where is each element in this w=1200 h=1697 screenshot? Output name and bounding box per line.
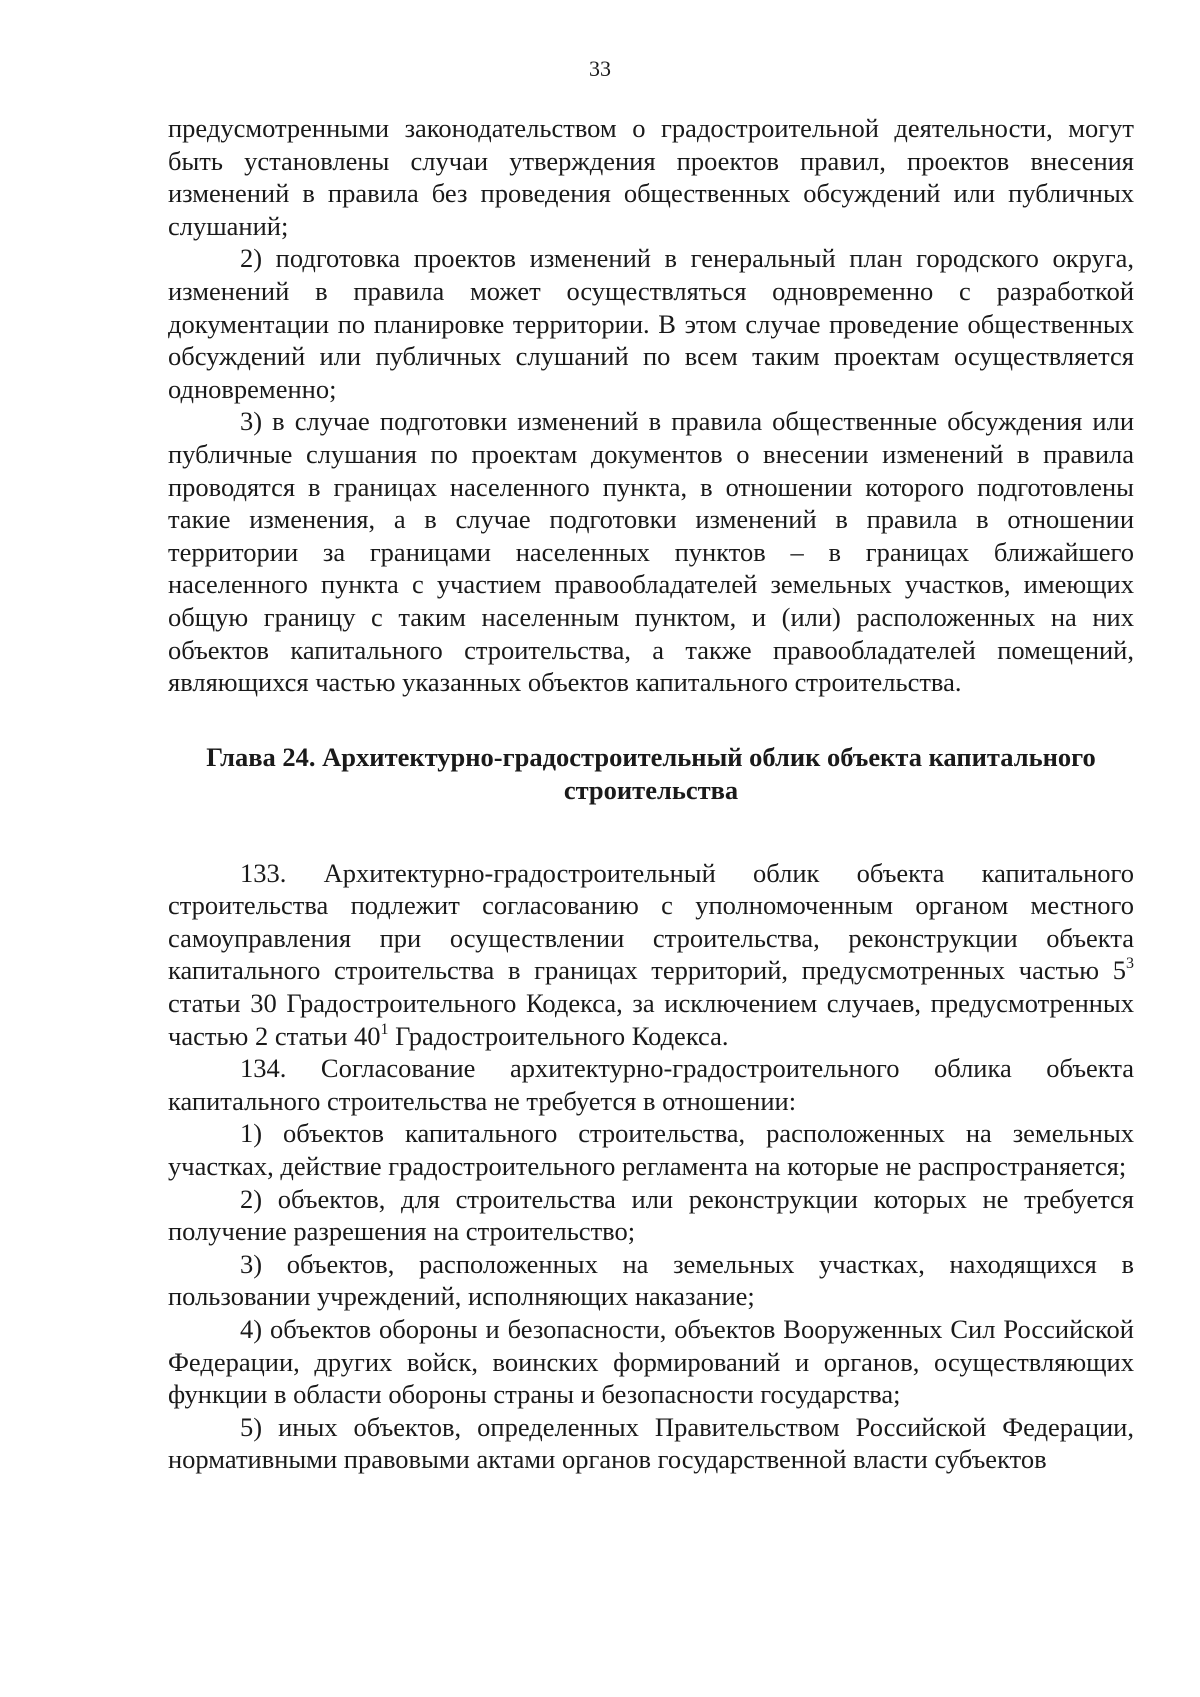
paragraph-134-item-5: 5) иных объектов, определенных Правительством Российской Федерации, нормативными правовыми актами органов государственной власти субъектов — [168, 1411, 1134, 1475]
superscript-1: 3 — [1126, 955, 1134, 973]
chapter-title: Глава 24. Архитектурно-градостроительный облик объекта капитального строительства — [206, 741, 1096, 805]
page-number: 33 — [589, 56, 611, 81]
paragraph-134-item-1: 1) объектов капитального строительства, расположенных на земельных участках, действие градостроительного регламента на которые не распространяется; — [168, 1118, 1134, 1182]
paragraph-133-text-1: 133. Архитектурно-градостроительный облик объекта капитального строительства подлежит согласованию с уполномоченным органом местного самоуправления при осуществлении строительства, реконструкции объекта капитального строительства в границах территорий, предусмотренных частью 5 — [168, 857, 1134, 986]
paragraph-continuation: предусмотренными законодательством о градостроительной деятельности, могут быть установлены случаи утверждения проектов правил, проектов внесения изменений в правила без проведения общественных обсуждений или публичных слушаний; — [168, 113, 1134, 241]
paragraph-134-item-3: 3) объектов, расположенных на земельных участках, находящихся в пользовании учреждений, исполняющих наказание; — [168, 1248, 1134, 1312]
paragraph-134-item-2: 2) объектов, для строительства или реконструкции которых не требуется получение разрешения на строительство; — [168, 1183, 1134, 1247]
paragraph-item-3: 3) в случае подготовки изменений в правила общественные обсуждения или публичные слушания по проектам документов о внесении изменений в правила проводятся в границах населенного пункта, в отношении которого подготовлены такие изменения, а в случае подготовки изменений в правила в отношении территории за границами населенных пунктов – в границах ближайшего населенного пункта с участием правообладателей земельных участков, имеющих общую границу с таким населенным пунктом, и (или) расположенных на них объектов капитального строительства, а также правообладателей помещений, являющихся частью указанных объектов капитального строительства. — [168, 406, 1134, 698]
paragraph-133-text-2: статьи 30 Градостроительного Кодекса, за исключением случаев, предусмотренных частью 2 статьи 40 — [168, 988, 1134, 1051]
paragraph-134-item-4: 4) объектов обороны и безопасности, объектов Вооруженных Сил Российской Федерации, других войск, воинских формирований и органов, осуществляющих функции в области обороны страны и безопасности государства; — [168, 1314, 1134, 1410]
superscript-2: 1 — [380, 1020, 389, 1038]
paragraph-133 — [168, 857, 1134, 1053]
document-body — [168, 112, 1134, 1476]
paragraph-item-2: 2) подготовка проектов изменений в генеральный план городского округа, изменений в правила может осуществляться одновременно с разработкой документации по планировке территории. В этом случае проведение общественных обсуждений или публичных слушаний по всем таким проектам осуществляется одновременно; — [168, 243, 1134, 404]
paragraph-134: 134. Согласование архитектурно-градостроительного облика объекта капитального строительства не требуется в отношении: — [168, 1053, 1134, 1116]
paragraph-133-text-3: Градостроительного Кодекса. — [388, 1020, 729, 1051]
